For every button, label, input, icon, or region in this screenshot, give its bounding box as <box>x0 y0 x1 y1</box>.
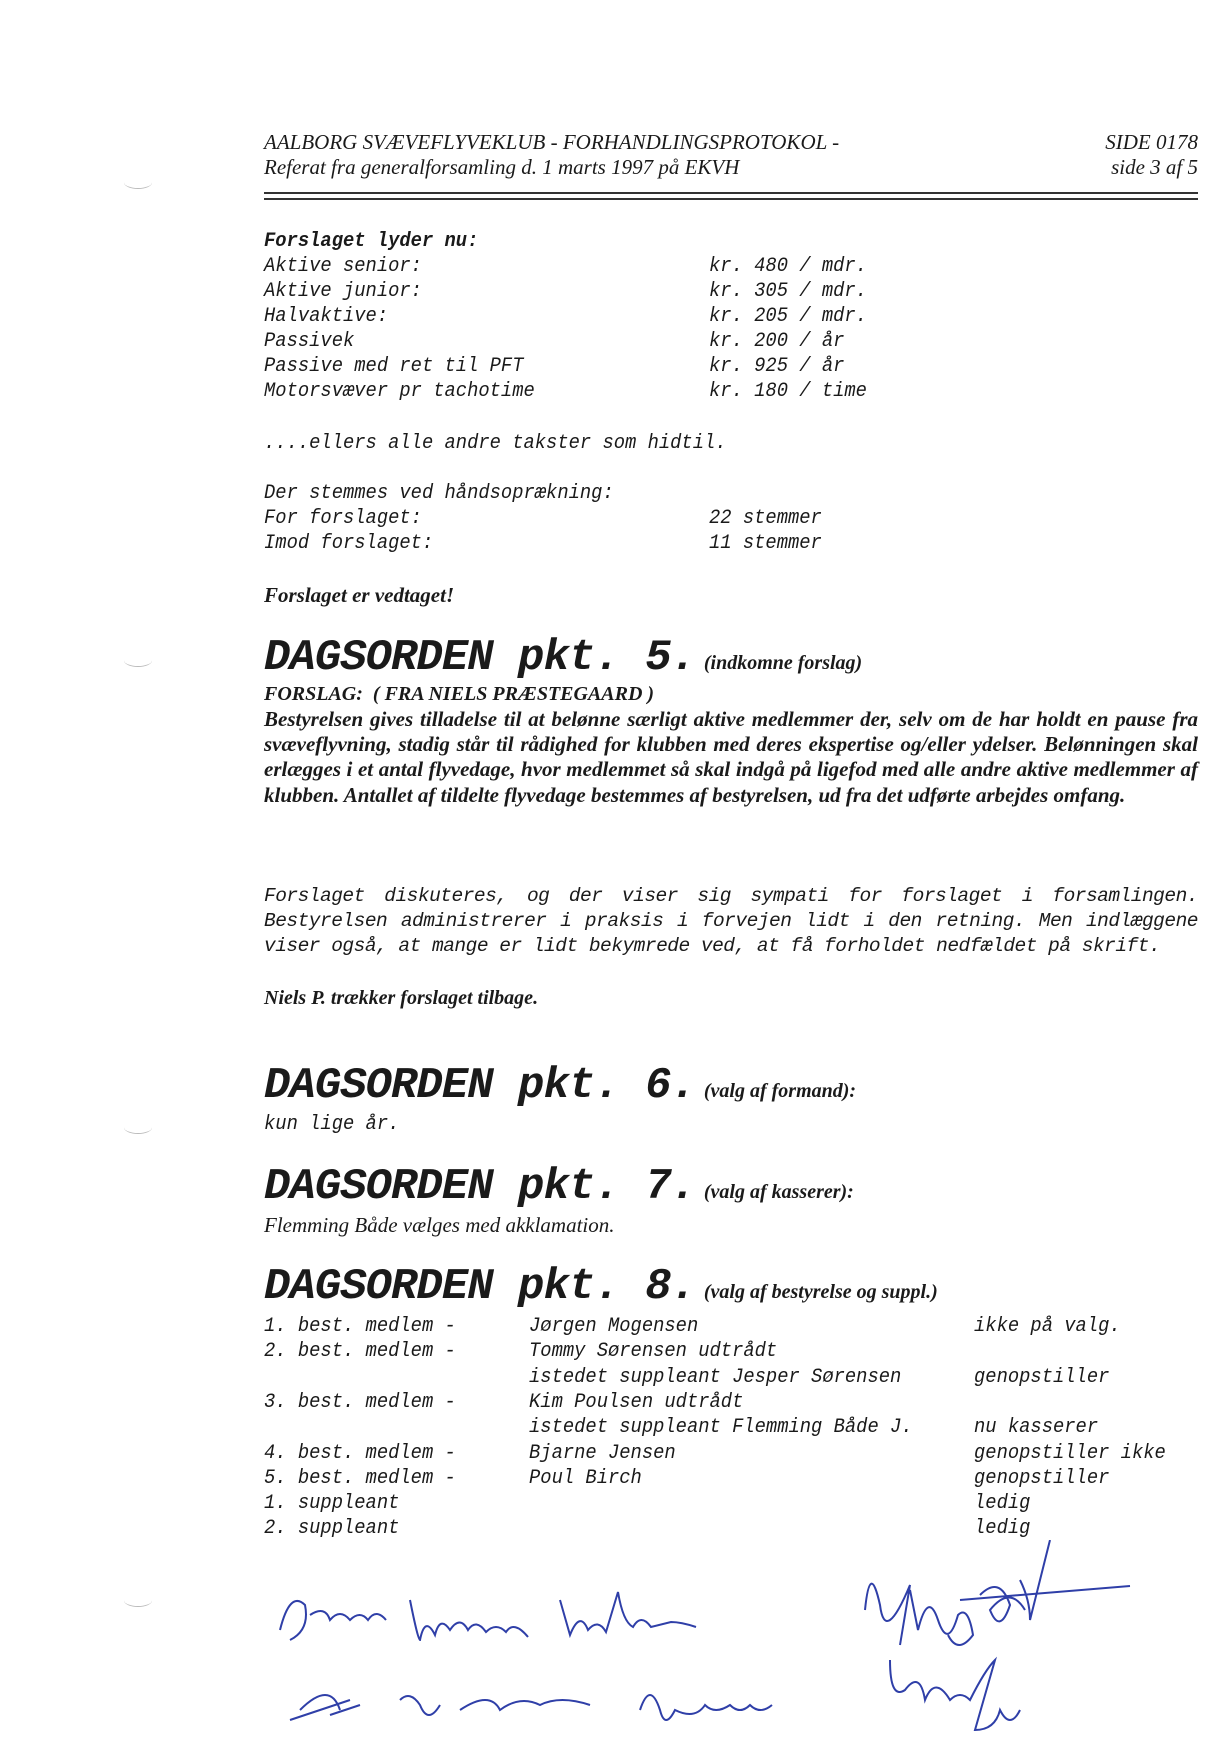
election-name: Bjarne Jensen <box>529 1441 676 1465</box>
election-role: 1. best. medlem - <box>264 1315 456 1338</box>
election-status: ledig <box>974 1492 1031 1516</box>
discussion-text: Forslaget diskuteres, og der viser sig sympati for forslaget i forsamlingen. Bestyrelsen administrerer i praksis i forvejen lidt i den retning. Men indlæggene viser også, at mange er lidt bekymrede ved, at få forholdet nedfældet på skrift. <box>264 885 1198 958</box>
agenda-item-subtitle: (valg af formand): <box>703 1080 857 1102</box>
agenda-item-subtitle: (indkomne forslag) <box>703 652 863 674</box>
page-number: side 3 af 5 <box>1111 155 1198 179</box>
election-name: Poul Birch <box>529 1466 642 1490</box>
vote-against-value: 11 stemmer <box>709 532 822 555</box>
fee-value: kr. 205 / mdr. <box>709 305 867 328</box>
fee-label: Halvaktive: <box>264 305 389 328</box>
binder-hole-mark <box>124 654 152 667</box>
election-status: genopstiller <box>974 1365 1110 1389</box>
agenda-item-title: DAGSORDEN pkt. 5. <box>264 633 696 683</box>
agenda-item-5-heading <box>264 633 862 683</box>
vote-for-value: 22 stemmer <box>709 507 822 530</box>
election-status: genopstiller ikke <box>974 1441 1166 1465</box>
fee-value: kr. 480 / mdr. <box>709 255 867 278</box>
election-name: Jørgen Mogensen <box>529 1315 699 1338</box>
fee-label: Passivek <box>264 330 355 353</box>
binder-hole-mark <box>124 1121 152 1134</box>
election-status: ledig <box>974 1517 1031 1541</box>
election-name: istedet suppleant Flemming Både J. <box>529 1416 913 1440</box>
document-title: AALBORG SVÆVEFLYVEKLUB - FORHANDLINGSPROTOKOL - <box>264 130 840 154</box>
vote-against-label: Imod forslaget: <box>264 532 434 555</box>
election-name: Kim Poulsen udtrådt <box>529 1390 744 1414</box>
fee-value: kr. 180 / time <box>709 380 867 403</box>
agenda-item-6-text: kun lige år. <box>264 1113 400 1136</box>
fee-label: Motorsvæver pr tachotime <box>264 380 535 403</box>
election-status: nu kasserer <box>974 1416 1099 1440</box>
election-status: genopstiller <box>974 1466 1110 1490</box>
agenda-item-subtitle: (valg af kasserer): <box>703 1181 854 1203</box>
agenda-item-7-text: Flemming Både vælges med akklamation. <box>264 1213 615 1237</box>
election-role: 5. best. medlem - <box>264 1466 456 1490</box>
agenda-item-title: DAGSORDEN pkt. 8. <box>264 1262 696 1312</box>
election-role: 3. best. medlem - <box>264 1390 456 1414</box>
fee-label: Aktive junior: <box>264 280 422 303</box>
handwritten-signatures <box>260 1540 1228 1742</box>
document-subtitle: Referat fra generalforsamling d. 1 marts 1997 på EKVH <box>264 155 740 179</box>
vote-for-label: For forslaget: <box>264 507 422 530</box>
election-role: 1. suppleant <box>264 1492 400 1516</box>
agenda-item-8-heading <box>264 1262 938 1312</box>
fee-value: kr. 305 / mdr. <box>709 280 867 303</box>
fee-value: kr. 200 / år <box>709 330 845 353</box>
fee-value: kr. 925 / år <box>709 355 845 378</box>
agenda-item-7-heading <box>264 1162 854 1212</box>
fee-label: Passive med ret til PFT <box>264 355 524 378</box>
withdrawn-text: Niels P. trækker forslaget tilbage. <box>264 987 539 1009</box>
vote-result: Forslaget er vedtaget! <box>264 583 455 607</box>
proposal-text: Bestyrelsen gives tilladelse til at belønne særligt aktive medlemmer der, selv om de har holdt en pause fra svæveflyvning, stadig står til rådighed for klubben med deres ekspertise og/eller ydelser. Belønningen skal erlægges i et antal flyvedage, hvor medlemmet så skal indgå på ligefod med alle andre aktive medlemmer af klubben. Antallet af tildelte flyvedage bestemmes af bestyrelsen, ud fra det udførte arbejdes omfang. <box>264 707 1198 807</box>
agenda-item-title: DAGSORDEN pkt. 7. <box>264 1162 696 1212</box>
election-role: 4. best. medlem - <box>264 1441 456 1465</box>
proposal-source: FORSLAG: ( FRA NIELS PRÆSTEGAARD ) <box>264 683 655 705</box>
binder-hole-mark <box>124 1594 152 1607</box>
fee-label: Aktive senior: <box>264 255 422 278</box>
binder-hole-mark <box>124 176 152 189</box>
election-name: istedet suppleant Jesper Sørensen <box>529 1365 902 1389</box>
header-rule <box>264 192 1198 200</box>
election-name: Tommy Sørensen udtrådt <box>529 1340 778 1364</box>
election-role: 2. best. medlem - <box>264 1340 456 1364</box>
fees-note: ....ellers alle andre takster som hidtil. <box>264 432 727 455</box>
page-code: SIDE 0178 <box>1105 130 1198 154</box>
agenda-item-6-heading <box>264 1061 856 1111</box>
vote-heading: Der stemmes ved håndsoprækning: <box>264 482 614 505</box>
agenda-item-subtitle: (valg af bestyrelse og suppl.) <box>703 1281 938 1303</box>
election-status: ikke på valg. <box>974 1315 1121 1338</box>
agenda-item-title: DAGSORDEN pkt. 6. <box>264 1061 696 1111</box>
fees-heading: Forslaget lyder nu: <box>264 230 479 253</box>
election-role: 2. suppleant <box>264 1517 400 1541</box>
